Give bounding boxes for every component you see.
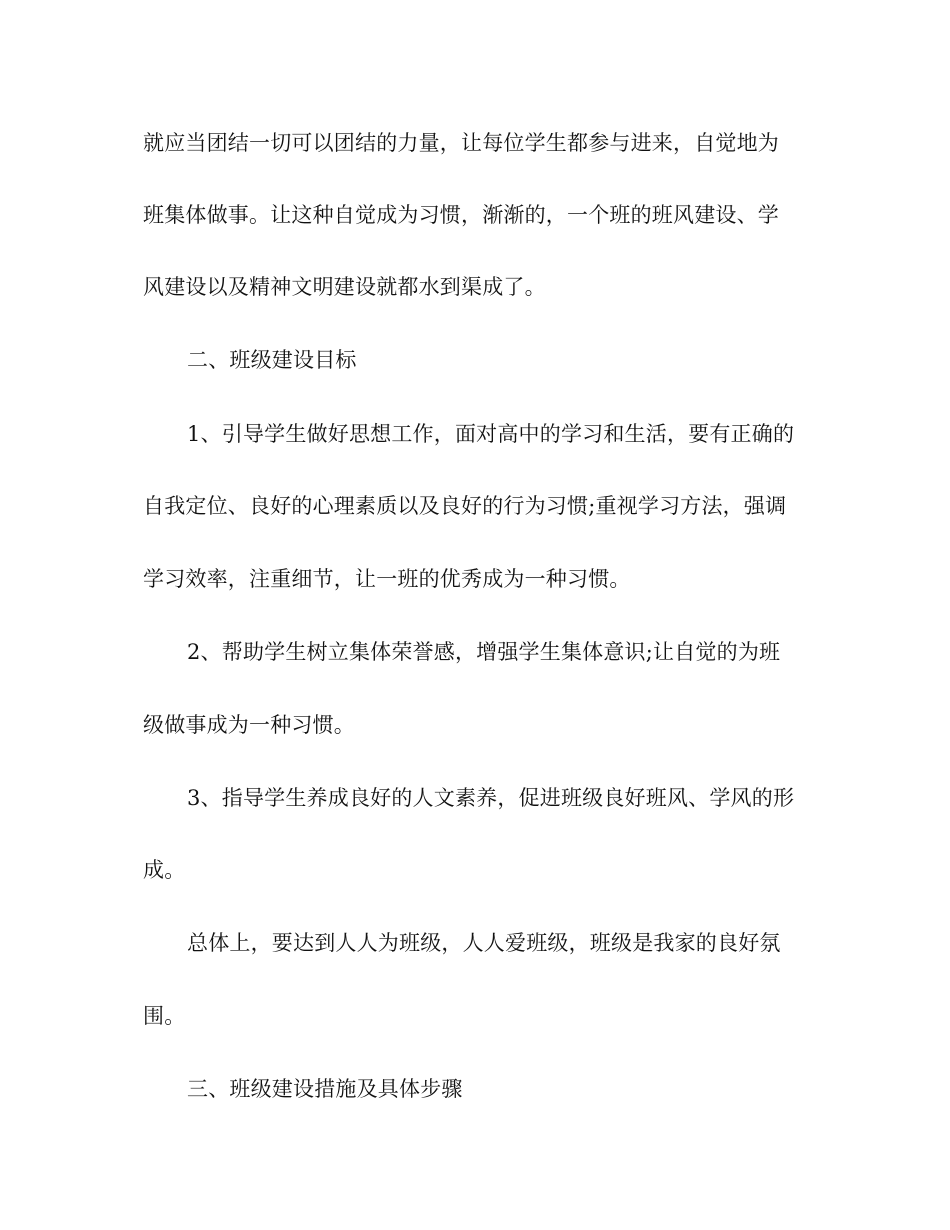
paragraph-line: 2、帮助学生树立集体荣誉感，增强学生集体意识;让自觉的为班 — [187, 640, 781, 664]
paragraph-line: 成。 — [143, 858, 186, 882]
paragraph-line: 自我定位、良好的心理素质以及良好的行为习惯;重视学习方法，强调 — [143, 494, 787, 518]
paragraph-line: 级做事成为一种习惯。 — [143, 713, 355, 737]
paragraph-line: 1、引导学生做好思想工作，面对高中的学习和生活，要有正确的 — [187, 422, 795, 446]
paragraph-line: 总体上，要达到人人为班级，人人爱班级，班级是我家的良好氛 — [187, 931, 781, 955]
section-heading: 三、班级建设措施及具体步骤 — [187, 1077, 463, 1101]
paragraph-line: 班集体做事。让这种自觉成为习惯，渐渐的，一个班的班风建设、学 — [143, 203, 779, 227]
paragraph-line: 围。 — [143, 1004, 186, 1028]
paragraph-line: 风建设以及精神文明建设就都水到渠成了。 — [143, 275, 546, 299]
section-heading: 二、班级建设目标 — [187, 348, 357, 372]
paragraph-line: 就应当团结一切可以团结的力量，让每位学生都参与进来，自觉地为 — [143, 131, 779, 155]
paragraph-line: 3、指导学生养成良好的人文素养，促进班级良好班风、学风的形 — [187, 786, 795, 810]
paragraph-line: 学习效率，注重细节，让一班的优秀成为一种习惯。 — [143, 567, 631, 591]
